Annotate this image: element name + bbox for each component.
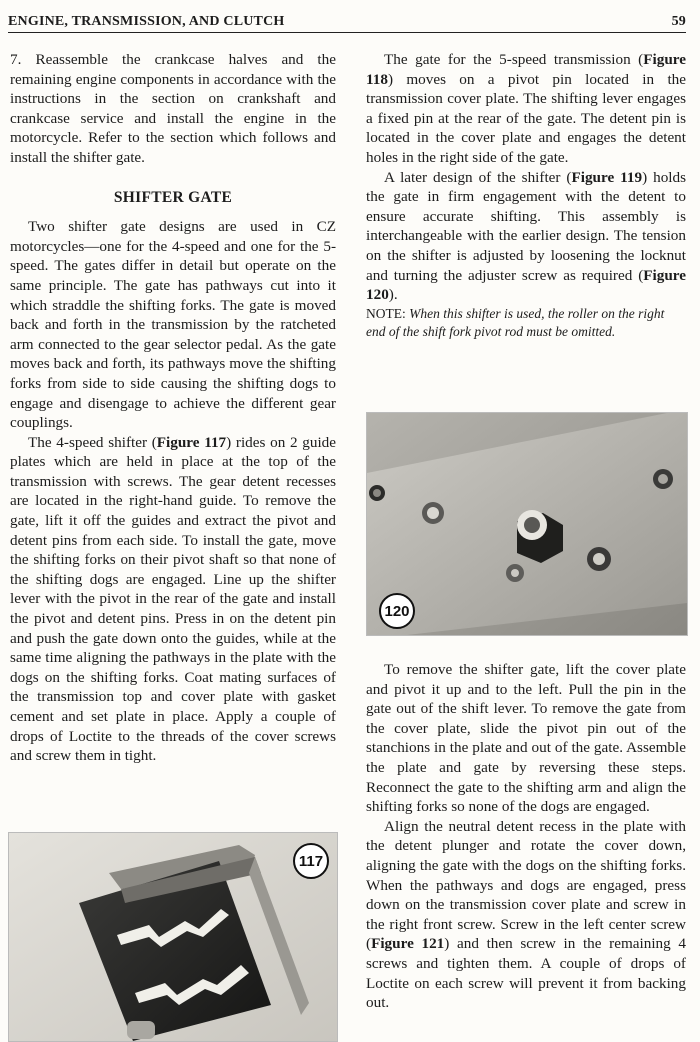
page-header bbox=[8, 6, 686, 33]
figure-117-photo bbox=[8, 832, 338, 1042]
note bbox=[366, 305, 686, 341]
figure-ref-121: Figure 121 bbox=[371, 935, 445, 953]
step-7-paragraph: 7. Reassemble the crankcase halves and the remaining engine components in accordance with the instructions in the section on crankshaft and crankcase service and install the engine in the motorcycle. Refer to the section which follows and install the shifter gate. bbox=[10, 51, 336, 166]
section-title: SHIFTER GATE bbox=[113, 188, 233, 206]
running-title: ENGINE, TRANSMISSION, AND CLUTCH bbox=[8, 14, 285, 29]
intro-paragraph: Two shifter gate designs are used in CZ motorcycles—one for the 4-speed and one for the 5-speed. The gates differ in detail but operate on the same principle. The gate has pathways cut into it which straddle the shifting forks. The gate is moved back and forth in the transmission by the ratcheted arm connected to the gear selector pedal. As the gate moves back and forth, its pathways move the shifting forks from side to side causing the shifting dogs to engage and disengage to achieve the different gear couplings. bbox=[10, 218, 336, 432]
figure-ref-120: Figure 120 bbox=[366, 266, 686, 304]
right-column-bottom bbox=[366, 660, 686, 1013]
five-speed-paragraph: The gate for the 5-speed transmission (Figure 118) moves on a pivot pin located in the transmission cover plate. The shifting lever engages a fixed pin at the rear of the gate. The detent pin is located in the cover plate and engages the detent holes in the right side of the gate. bbox=[366, 51, 686, 166]
left-column bbox=[10, 50, 336, 766]
page-number: 59 bbox=[671, 14, 686, 29]
note-body: When this shifter is used, the roller on the right end of the shift fork pivot rod must be omitted. bbox=[366, 305, 665, 339]
figure-117-number: 117 bbox=[293, 843, 329, 879]
later-design-paragraph: A later design of the shifter (Figure 119) holds the gate in firm engagement with the detent to ensure accurate shifting. This assembly is interchangeable with the earlier design. The tension on the shifter is adjusted by loosening the locknut and turning the adjuster screw as required (Figure 120). bbox=[366, 168, 687, 304]
removal-paragraph: To remove the shifter gate, lift the cover plate and pivot it up and to the left. Pull the pin in the gate out of the shift lever. To remove the gate from the cover plate, slide the pivot pin out of the stanchions in the plate and out of the gate. Assemble the plate and gate by reversing these steps. Reconnect the gate to the shifting arm and align the shifting forks so none of the dogs are engaged. bbox=[366, 661, 686, 816]
four-speed-paragraph: The 4-speed shifter (Figure 117) rides on 2 guide plates which are held in place at the top of the transmission with screws. The gear detent recesses are located in the right-hand guide. To remove the gate, lift it off the guides and extract the pivot and detent pins from each side. To install the gate, move the shifting forks on their pivot shaft so that none of the shifting dogs are engaged. Line up the shifter lever with the pivot in the rear of the gate and install the pivot and detent pins. Press in on the detent pin and push the gate down onto the guides, while at the same time aligning the pathways in the plate with the dogs on the shifting forks. Coat mating surfaces of the transmission top and cover plate with gasket cement and set plate in place. Apply a couple of drops of Loctite to the threads of the cover screws and screw them in tight. bbox=[10, 433, 336, 765]
figure-120-photo bbox=[366, 412, 688, 636]
figure-ref-117: Figure 117 bbox=[156, 433, 227, 451]
cover-plate-image bbox=[367, 413, 687, 635]
note-label: NOTE: bbox=[366, 305, 410, 321]
alignment-paragraph: Align the neutral detent recess in the plate with the detent plunger and rotate the cover down, aligning the gate with the dogs on the shifting forks. When the pathways and dogs are engaged, press down on the transmission cover plate and screw in the right front screw. Screw in the left center screw (Figure 121) and then screw in the remaining 4 screws and tighten them. A couple of drops of Loctite on each screw will prevent it from backing out. bbox=[366, 817, 687, 1012]
figure-ref-118: Figure 118 bbox=[366, 51, 686, 88]
shifter-gate-image bbox=[9, 833, 337, 1041]
right-column-top bbox=[366, 50, 686, 341]
figure-120-number: 120 bbox=[379, 593, 415, 629]
figure-ref-119: Figure 119 bbox=[571, 168, 643, 186]
